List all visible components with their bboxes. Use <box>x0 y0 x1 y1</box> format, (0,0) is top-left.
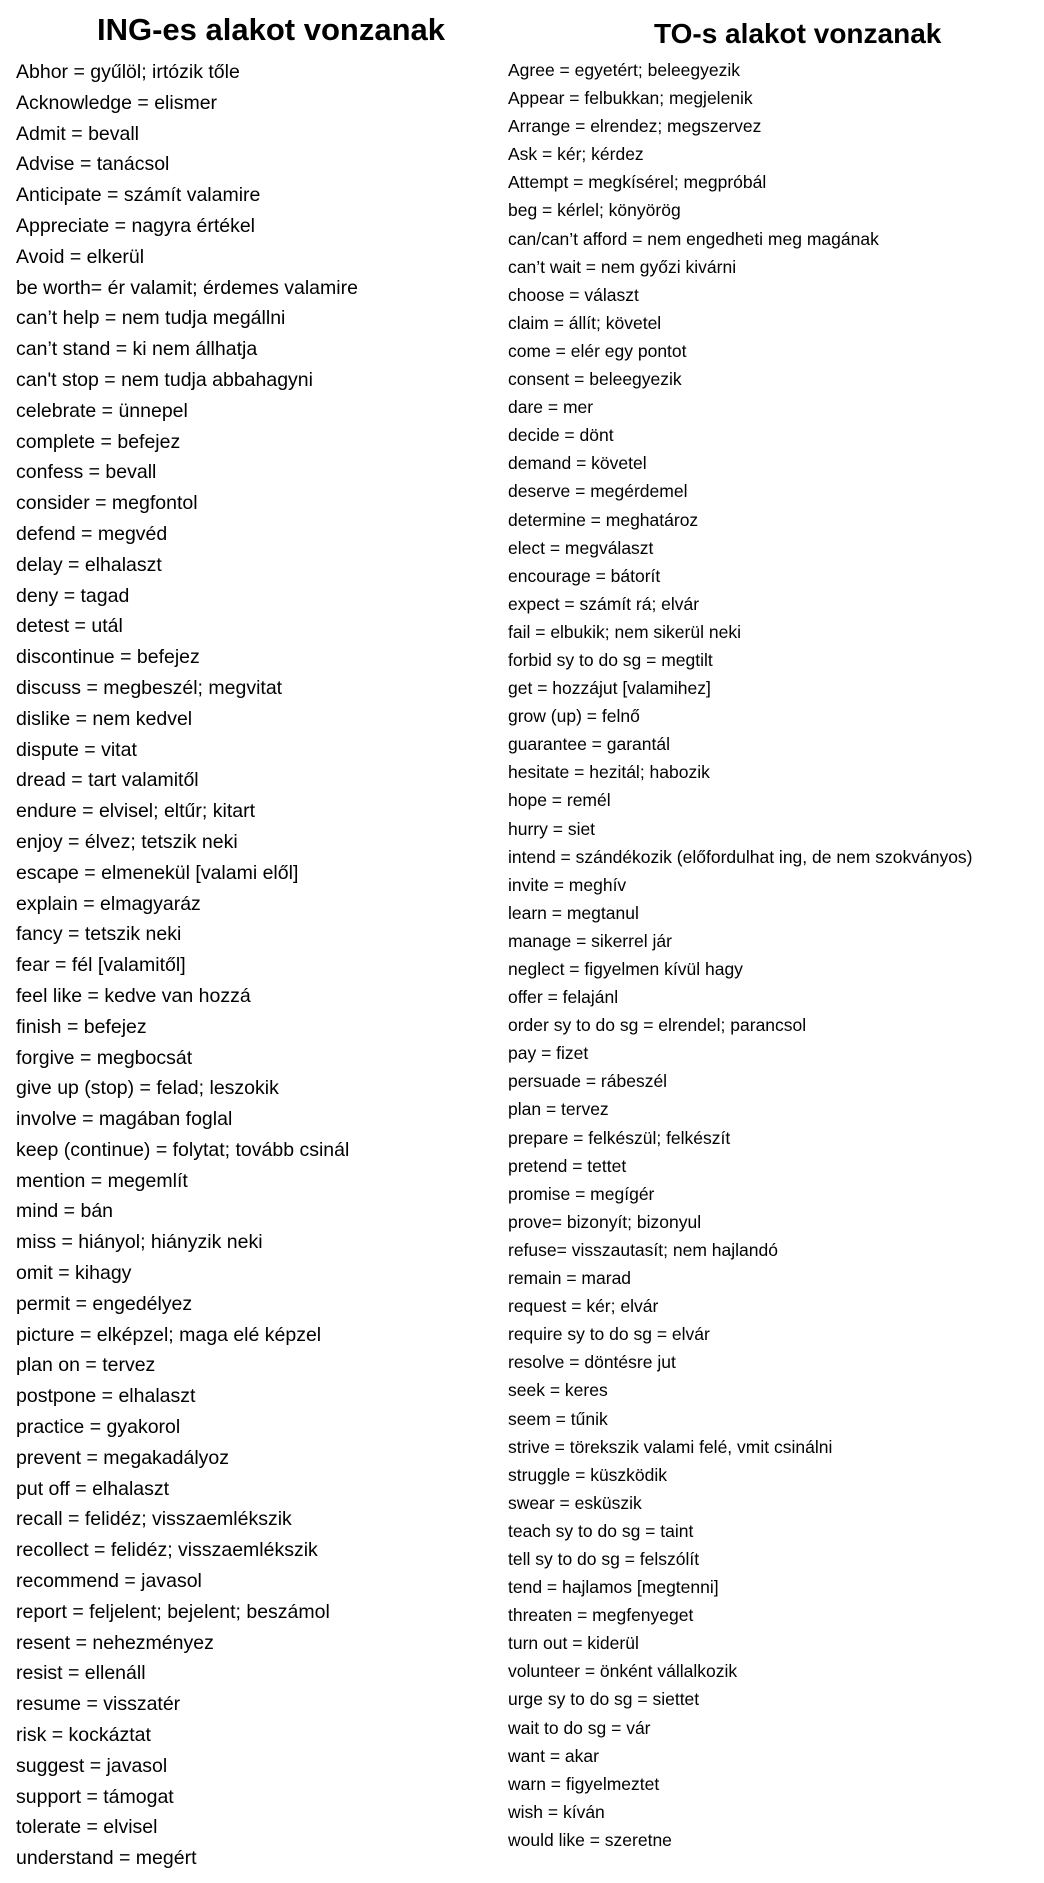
verb-entry: tell sy to do sg = felszólít <box>508 1548 700 1569</box>
verb-entry: seem = tűnik <box>508 1408 608 1429</box>
verb-entry: neglect = figyelmen kívül hagy <box>508 959 743 979</box>
verb-entry: dislike = nem kedvel <box>16 707 193 730</box>
verb-entry: guarantee = garantál <box>508 734 671 755</box>
verb-entry: decide = dönt <box>508 425 614 446</box>
verb-entry: swear = esküszik <box>508 1492 642 1513</box>
verb-entry: can’t help = nem tudja megállni <box>16 307 286 330</box>
verb-entry: put off = elhalaszt <box>16 1477 170 1500</box>
verb-entry: forgive = megbocsát <box>16 1046 193 1069</box>
verb-entry: picture = elképzel; maga elé képzel <box>16 1323 322 1346</box>
verb-entry: beg = kérlel; könyörög <box>508 200 681 221</box>
verb-entry: pay = fizet <box>508 1043 589 1064</box>
verb-entry: can/can’t afford = nem engedheti meg magának <box>508 228 879 249</box>
verb-entry: forbid sy to do sg = megtilt <box>508 649 713 670</box>
verb-entry: detest = utál <box>16 615 123 638</box>
verb-entry: persuade = rábeszél <box>508 1071 668 1092</box>
verb-entry: resent = nehezményez <box>16 1631 214 1654</box>
verb-entry: be worth= ér valamit; érdemes valamire <box>16 276 358 299</box>
verb-entry: Anticipate = számít valamire <box>16 184 261 207</box>
verb-entry: Attempt = megkísérel; megpróbál <box>508 172 767 193</box>
verb-entry: promise = megígér <box>508 1183 655 1204</box>
verb-entry: prepare = felkészül; felkészít <box>508 1127 731 1148</box>
verb-entry: resume = visszatér <box>16 1693 181 1716</box>
verb-entry: keep (continue) = folytat; tovább csinál <box>16 1138 350 1161</box>
verb-entry: dispute = vitat <box>16 738 137 761</box>
verb-entry: suggest = javasol <box>16 1754 168 1777</box>
verb-entry: fancy = tetszik neki <box>16 923 182 946</box>
verb-entry: resolve = döntésre jut <box>508 1352 676 1373</box>
verb-entry: dare = mer <box>508 397 594 418</box>
verb-entry: Appreciate = nagyra értékel <box>16 214 256 237</box>
verb-entry: wait to do sg = vár <box>508 1717 651 1738</box>
verb-entry: Appear = felbukkan; megjelenik <box>508 88 753 109</box>
verb-entry: encourage = bátorít <box>508 565 661 586</box>
verb-entry: tend = hajlamos [megtenni] <box>508 1577 719 1598</box>
verb-entry: confess = bevall <box>16 461 157 484</box>
verb-entry: invite = meghív <box>508 874 627 895</box>
verb-entry: miss = hiányol; hiányzik neki <box>16 1231 263 1254</box>
verb-entry: consent = beleegyezik <box>508 369 682 390</box>
verb-entry: escape = elmenekül [valami elől] <box>16 861 299 884</box>
verb-entry: deny = tagad <box>16 584 130 607</box>
ing-form-column <box>16 0 496 1874</box>
verb-entry: mind = bán <box>16 1200 114 1223</box>
verb-entry: finish = befejez <box>16 1015 147 1038</box>
verb-entry: permit = engedélyez <box>16 1292 193 1315</box>
verb-entry: refuse= visszautasít; nem hajlandó <box>508 1239 778 1260</box>
verb-entry: defend = megvéd <box>16 522 168 545</box>
verb-entry: Advise = tanácsol <box>16 153 170 176</box>
verb-entry: dread = tart valamitől <box>16 769 199 792</box>
verb-entry: determine = meghatároz <box>508 509 699 530</box>
verb-entry: explain = elmagyaráz <box>16 892 201 915</box>
verb-entry: Agree = egyetért; beleegyezik <box>508 60 741 80</box>
verb-entry: hesitate = hezitál; habozik <box>508 762 710 783</box>
verb-entry: enjoy = élvez; tetszik neki <box>16 830 238 853</box>
verb-entry: seek = keres <box>508 1380 608 1401</box>
verb-entry: omit = kihagy <box>16 1262 132 1285</box>
ing-column-title: ING-es alakot vonzanak <box>97 12 446 47</box>
verb-entry: want = akar <box>508 1745 599 1766</box>
verb-entry: Admit = bevall <box>16 122 140 145</box>
verb-entry: intend = szándékozik (előfordulhat ing, de nem szokványos) <box>508 846 973 867</box>
verb-entry: pretend = tettet <box>508 1155 627 1176</box>
verb-entry: require sy to do sg = elvár <box>508 1324 710 1345</box>
verb-entry: strive = törekszik valami felé, vmit csinálni <box>508 1436 833 1457</box>
verb-entry: resist = ellenáll <box>16 1662 146 1685</box>
verb-entry: turn out = kiderül <box>508 1633 639 1654</box>
verb-entry: discontinue = befejez <box>16 646 200 669</box>
verb-entry: offer = felajánl <box>508 987 619 1008</box>
verb-entry: remain = marad <box>508 1268 632 1289</box>
to-verb-list <box>508 56 1038 1854</box>
verb-entry: consider = megfontol <box>16 492 198 515</box>
verb-entry: claim = állít; követel <box>508 312 662 333</box>
verb-entry: prove= bizonyít; bizonyul <box>508 1211 702 1232</box>
verb-entry: prevent = megakadályoz <box>16 1446 230 1469</box>
verb-entry: celebrate = ünnepel <box>16 399 188 422</box>
verb-entry: hope = remél <box>508 790 611 811</box>
verb-entry: threaten = megfenyeget <box>508 1605 694 1626</box>
verb-entry: complete = befejez <box>16 430 181 453</box>
verb-entry: wish = kíván <box>508 1801 605 1822</box>
verb-entry: tolerate = elvisel <box>16 1816 158 1839</box>
verb-entry: Arrange = elrendez; megszervez <box>508 116 762 137</box>
verb-entry: struggle = küszködik <box>508 1464 668 1485</box>
verb-entry: hurry = siet <box>508 818 596 839</box>
verb-entry: choose = választ <box>508 284 639 305</box>
verb-entry: demand = követel <box>508 453 647 474</box>
verb-entry: involve = magában foglal <box>16 1108 233 1131</box>
verb-entry: can’t stand = ki nem állhatja <box>16 338 258 361</box>
verb-entry: manage = sikerrel jár <box>508 930 672 951</box>
verb-entry: deserve = megérdemel <box>508 481 688 502</box>
verb-entry: Ask = kér; kérdez <box>508 144 644 165</box>
verb-entry: recommend = javasol <box>16 1570 202 1593</box>
verb-entry: come = elér egy pontot <box>508 340 687 361</box>
verb-entry: teach sy to do sg = taint <box>508 1520 694 1541</box>
verb-entry: recollect = felidéz; visszaemlékszik <box>16 1539 318 1562</box>
verb-entry: can't stop = nem tudja abbahagyni <box>16 368 313 391</box>
verb-entry: warn = figyelmeztet <box>508 1773 660 1794</box>
to-column-title: TO-s alakot vonzanak <box>654 18 942 49</box>
verb-entry: risk = kockáztat <box>16 1724 151 1747</box>
verb-entry: practice = gyakorol <box>16 1416 181 1439</box>
verb-entry: discuss = megbeszél; megvitat <box>16 676 283 699</box>
verb-entry: can’t wait = nem győzi kivárni <box>508 256 737 277</box>
verb-entry: plan on = tervez <box>16 1354 156 1377</box>
verb-entry: recall = felidéz; visszaemlékszik <box>16 1508 292 1531</box>
verb-entry: support = támogat <box>16 1785 174 1808</box>
verb-entry: understand = megért <box>16 1847 197 1870</box>
verb-entry: volunteer = önként vállalkozik <box>508 1661 738 1682</box>
verb-entry: get = hozzájut [valamihez] <box>508 678 711 699</box>
ing-verb-list <box>16 57 496 1874</box>
verb-entry: plan = tervez <box>508 1099 609 1120</box>
verb-entry: order sy to do sg = elrendel; parancsol <box>508 1015 807 1036</box>
verb-entry: Abhor = gyűlöl; irtózik tőle <box>16 61 240 83</box>
verb-entry: fail = elbukik; nem sikerül neki <box>508 621 741 642</box>
verb-entry: learn = megtanul <box>508 902 639 923</box>
verb-entry: mention = megemlít <box>16 1169 188 1192</box>
verb-entry: Acknowledge = elismer <box>16 91 218 114</box>
verb-entry: report = feljelent; bejelent; beszámol <box>16 1600 330 1623</box>
verb-entry: endure = elvisel; eltűr; kitart <box>16 800 255 823</box>
verb-entry: postpone = elhalaszt <box>16 1385 196 1408</box>
verb-entry: would like = szeretne <box>508 1829 672 1850</box>
verb-entry: elect = megválaszt <box>508 537 654 558</box>
verb-entry: expect = számít rá; elvár <box>508 593 700 614</box>
verb-entry: request = kér; elvár <box>508 1296 659 1317</box>
verb-entry: fear = fél [valamitől] <box>16 954 186 977</box>
verb-entry: grow (up) = felnő <box>508 706 640 727</box>
verb-entry: delay = elhalaszt <box>16 553 162 576</box>
verb-entry: feel like = kedve van hozzá <box>16 984 251 1007</box>
to-form-column <box>508 0 1038 1854</box>
verb-entry: urge sy to do sg = siettet <box>508 1689 700 1710</box>
verb-entry: Avoid = elkerül <box>16 245 145 268</box>
verb-entry: give up (stop) = felad; leszokik <box>16 1077 279 1100</box>
